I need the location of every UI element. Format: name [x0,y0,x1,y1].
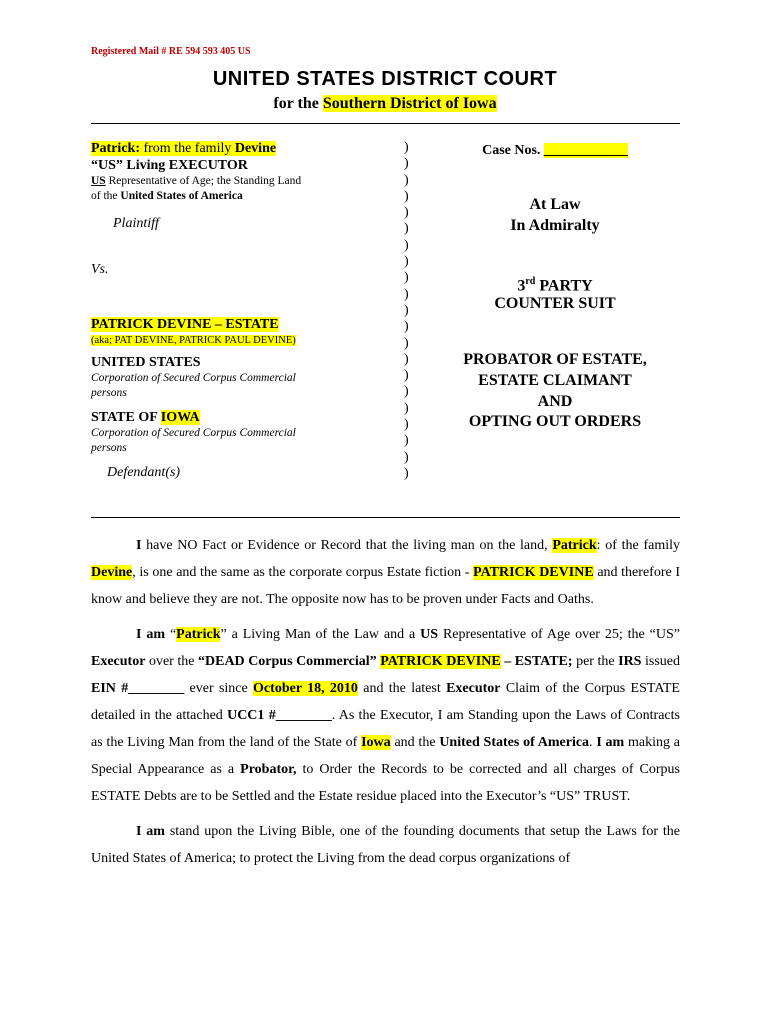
case-number [430,140,680,161]
p2-s29: making a Special Appearance as a [91,735,680,777]
district-name: Southern District of Iowa [322,95,497,112]
plaintiff-rep-text2-bold: United States of America [120,190,243,202]
p1-s6: , is one and the same as the corporate corpus Estate fiction - [132,565,474,580]
probator-line-1: PROBATOR OF ESTATE, [463,351,647,368]
p2-s24: Iowa [361,735,391,750]
vs-label: Vs. [91,262,109,277]
p2-s20: Executor [446,681,501,696]
case-blank: ____________ [543,143,628,158]
plaintiff-rep-text2-prefix: of the [91,190,121,202]
case-label: Case Nos. [482,143,544,158]
paragraph-3 [91,818,680,872]
defendant-state-desc2: persons [91,442,127,454]
registered-mail-number: Registered Mail # RE 594 593 405 US [91,46,251,57]
p2-s12: – ESTATE; [500,654,573,669]
defendant-us-desc2: persons [91,387,127,399]
defendant-us-desc1: Corporation of Secured Corpus Commercial [91,372,296,384]
p1-s5: Devine [91,565,133,580]
party-rest: PARTY [535,277,593,295]
plaintiff-name-label: Patrick: [91,141,140,156]
p2-s8: over the [145,654,198,669]
p3-s2: stand upon the Living Bible, one of the founding documents that setup the Laws for the United States of America; to protect the Living from the dead corpus organizations of [91,824,680,866]
plaintiff-role: Plaintiff [113,216,159,231]
defendant-state-desc1: Corporation of Secured Corpus Commercial [91,427,296,439]
p1-s1: I [136,538,142,553]
p2-s17: ever since [184,681,254,696]
p2-s7: Executor [91,654,146,669]
p1-s3: Patrick [552,538,597,553]
p2-s18: October 18, 2010 [253,681,358,696]
probator-line-4: OPTING OUT ORDERS [468,413,642,430]
p2-s22: UCC1 #________ [227,708,332,723]
defendants-block [91,316,391,481]
caption-divider: ) ) ) ) ) ) ) ) ) ) ) ) ) ) ) ) ) ) ) ) ) [404,140,409,481]
defendant-estate: PATRICK DEVINE – ESTATE [91,317,279,332]
p3-s1: I am [136,824,165,839]
p2-s4: ” a Living Man of the Law and a [220,627,421,642]
p2-s23: . As the Executor, I am Standing upon the Laws of Contracts as the Living Man from the land of the State of [91,708,680,750]
plaintiff-rep-text: Representative of Age; the Standing Land [105,175,302,187]
plaintiff-executor: “US” Living EXECUTOR [91,158,248,173]
probator-line-3: AND [537,393,573,410]
plaintiff-name-middle: from the family [139,141,235,156]
in-admiralty: In Admiralty [510,217,600,234]
p2-s27: . [589,735,597,750]
district-line [0,95,770,113]
probator-line-2: ESTATE CLAIMANT [478,372,632,389]
p2-s9: “DEAD Corpus Commercial” [198,654,377,669]
counter-suit: COUNTER SUIT [494,295,616,312]
p2-s26: United States of America [439,735,590,750]
p2-s15: issued [641,654,681,669]
p2-s13: per the [572,654,619,669]
p2-s6: Representative of Age over 25; the “US” [438,627,680,642]
p2-s31: to Order the Records to be corrected and all charges of Corpus ESTATE Debts are to be Settled and the Estate residue placed into the Executor’s “US” TRUST. [91,762,680,804]
plaintiff-rep-us: US [91,175,106,187]
paragraph-1 [91,532,680,613]
top-rule [91,123,680,124]
court-title: UNITED STATES DISTRICT COURT [212,68,558,90]
defendant-state-prefix: STATE OF [91,410,161,425]
p2-s1: I am [136,627,166,642]
defendants-role: Defendant(s) [107,465,181,480]
defendant-state-name: IOWA [160,410,200,425]
defendant-aka: (aka; PAT DEVINE, PATRICK PAUL DEVINE) [91,335,296,346]
caption-bottom-rule [91,517,680,518]
defendant-us: UNITED STATES [91,355,201,370]
p1-s8: and therefore I know and believe they are not. The opposite now has to be proven under Facts and Oaths. [91,565,680,607]
p2-s19: and the latest [357,681,447,696]
party-num: 3 [517,277,526,295]
p2-s28: I am [596,735,625,750]
p2-s14: IRS [618,654,642,669]
plaintiff-block [91,140,391,278]
district-prefix: for the [273,95,323,112]
p2-s25: and the [390,735,440,750]
p2-s5: US [420,627,439,642]
paragraph-2 [91,621,680,810]
p2-s16: EIN #________ [91,681,185,696]
plaintiff-family-name: Devine [234,141,277,156]
p2-s11: PATRICK DEVINE [380,654,501,669]
p2-s3: Patrick [176,627,221,642]
p2-s2: “ [165,627,177,642]
p2-s21: Claim of the Corpus ESTATE detailed in the attached [91,681,680,723]
p1-s2: have NO Fact or Evidence or Record that the living man on the land, [141,538,553,553]
p2-s30: Probator, [240,762,297,777]
at-law: At Law [529,196,581,213]
p1-s4: : of the family [596,538,680,553]
p1-s7: PATRICK DEVINE [473,565,594,580]
body-text [91,532,680,872]
party-sup: rd [525,276,536,287]
